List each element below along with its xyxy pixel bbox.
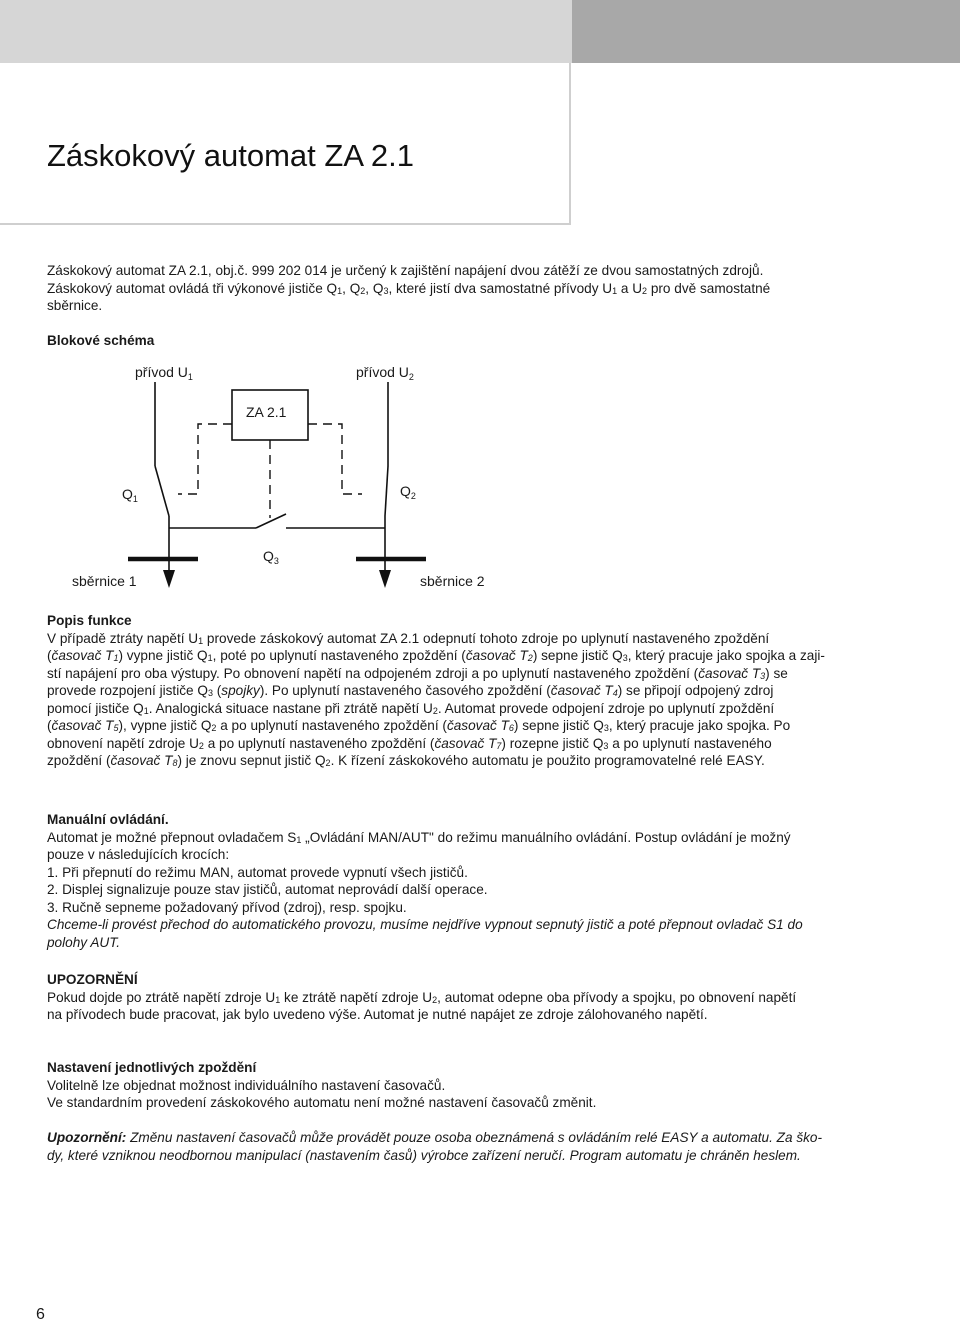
notice-label: Upozornění:: [47, 1130, 127, 1145]
manual-heading: Manuální ovládání.: [47, 812, 169, 827]
header-band-light: [0, 0, 572, 63]
warning-line-1: Pokud dojde po ztrátě napětí zdroje $U_1$ ke ztrátě napětí zdroje $U_2$, automat odepne oba přívody a spojku, po obnovení napětí: [47, 989, 797, 1005]
feed-1-label: přívod $U_1$: [135, 364, 193, 382]
switch-q1: [155, 466, 169, 516]
switch-q2: [385, 466, 388, 516]
control-link-q1: [178, 424, 232, 494]
manual-section: [47, 811, 917, 951]
feed-2-label: přívod $U_2$: [356, 364, 414, 382]
warning-section: [47, 971, 917, 1024]
warning-heading: UPOZORNĚNÍ: [47, 972, 138, 987]
header-band-dark: [572, 0, 960, 63]
notice-line-2: dy, které vzniknou neodbornou manipulací (nastavením časů) výrobce zařízení neručí. Program automatu je chráněn heslem.: [47, 1147, 801, 1163]
manual-line-1: Automat je možné přepnout ovladačem $S_1$ „Ovládání MAN/AUT" do režimu manuálního ovládání. Postup ovládání je možný: [47, 829, 791, 845]
controller-label: ZA 2.1: [246, 404, 287, 420]
function-line-7: obnovení napětí zdroje $U_2$ a po uplynutí nastaveného zpoždění (časovač $T_7$) rozepne jistič $Q_3$ a po uplynutí nastaveného: [47, 735, 772, 751]
manual-step-2: 2. Displej signalizuje pouze stav jističů, automat neprovádí další operace.: [47, 882, 488, 897]
switch-q3: [256, 514, 286, 528]
bus-1-arrow-icon: [163, 570, 175, 588]
function-line-8: zpoždění (časovač $T_8$) je znovu sepnut jistič $Q_2$. K řízení záskokového automatu je použito programovatelné relé EASY.: [47, 753, 765, 768]
function-line-6: (časovač $T_5$), vypne jistič $Q_2$ a po uplynutí nastaveného zpoždění (časovač $T_6$) sepne jistič $Q_3$, který pracuje jako spojka. Po: [47, 718, 791, 733]
page-number: 6: [36, 1306, 45, 1323]
manual-step-1: 1. Při přepnutí do režimu MAN, automat provede vypnutí všech jističů.: [47, 864, 468, 880]
intro-line-3: sběrnice.: [47, 298, 103, 313]
delays-heading: Nastavení jednotlivých zpoždění: [47, 1060, 257, 1075]
q3-label: $Q_3$: [263, 548, 279, 566]
manual-line-2: pouze v následujících krocích:: [47, 847, 230, 862]
bus-2-label: sběrnice 2: [420, 573, 485, 589]
main-content: [47, 262, 917, 349]
manual-note-1: Chceme-li provést přechod do automatického provozu, musíme nejdříve vypnout sepnutý jistič a poté přepnout ovladač S1 do: [47, 917, 803, 932]
function-line-4: provede rozpojení jističe $Q_3$ (spojky). Po uplynutí nastaveného časového zpoždění (časovač $T_4$) se připojí odpojený zdroj: [47, 683, 774, 698]
control-link-q2: [308, 424, 362, 494]
function-line-2: (časovač $T_1$) vypne jistič $Q_1$, poté po uplynutí nastaveného zpoždění (časovač $T_2$) sepne jistič $Q_3$, který pracuje jako spojka a zaji-: [47, 648, 825, 663]
function-heading: Popis funkce: [47, 613, 132, 628]
manual-step-3: 3. Ručně sepneme požadovaný přívod (zdroj), resp. spojku.: [47, 899, 407, 915]
notice-line-1: Upozornění: Změnu nastavení časovačů může provádět pouze osoba obeznámená s ovládáním relé EASY a automatu. Za ško-: [47, 1130, 822, 1145]
q2-label: $Q_2$: [400, 483, 416, 501]
intro-line-2: Záskokový automat ovládá tři výkonové jističe $Q_1$, $Q_2$, $Q_3$, které jistí dva samostatné přívody $U_1$ a $U_2$ pro dvě samostatné: [47, 280, 771, 296]
delays-line-2: Ve standardním provedení záskokového automatu není možné nastavení časovačů změnit.: [47, 1095, 597, 1110]
warning-line-2: na přívodech bude pracovat, jak bylo uvedeno výše. Automat je nutné napájet ze zdroje zálohovaného napětí.: [47, 1007, 708, 1022]
block-diagram: [60, 356, 520, 596]
manual-note-2: polohy AUT.: [47, 934, 121, 950]
bus-2-arrow-icon: [379, 570, 391, 588]
function-section: [47, 612, 917, 770]
function-line-5: pomocí jističe $Q_1$. Analogická situace nastane při ztrátě napětí $U_2$. Automat provede odpojení zdroje po uplynutí zpoždění: [47, 700, 775, 716]
notice-section: [47, 1129, 917, 1164]
function-line-1: V případě ztráty napětí $U_1$ provede záskokový automat ZA 2.1 odepnutí tohoto zdroje po uplynutí nastaveného zpoždění: [47, 630, 770, 646]
bus-1-label: sběrnice 1: [72, 573, 137, 589]
q1-label: $Q_1$: [122, 486, 138, 504]
intro-line-1: Záskokový automat ZA 2.1, obj.č. 999 202 014 je určený k zajištění napájení dvou zátěží ze dvou samostatných zdrojů.: [47, 263, 764, 278]
delays-line-1: Volitelně lze objednat možnost individuálního nastavení časovačů.: [47, 1077, 446, 1093]
page-title: Záskokový automat ZA 2.1: [47, 138, 415, 173]
diagram-heading: Blokové schéma: [47, 332, 155, 348]
delays-section: [47, 1059, 917, 1112]
function-line-3: stí napájení pro oba výstupy. Po obnovení napětí na odpojeném zdroji a po uplynutí nastaveného zpoždění (časovač $T_3$) se: [47, 665, 788, 681]
